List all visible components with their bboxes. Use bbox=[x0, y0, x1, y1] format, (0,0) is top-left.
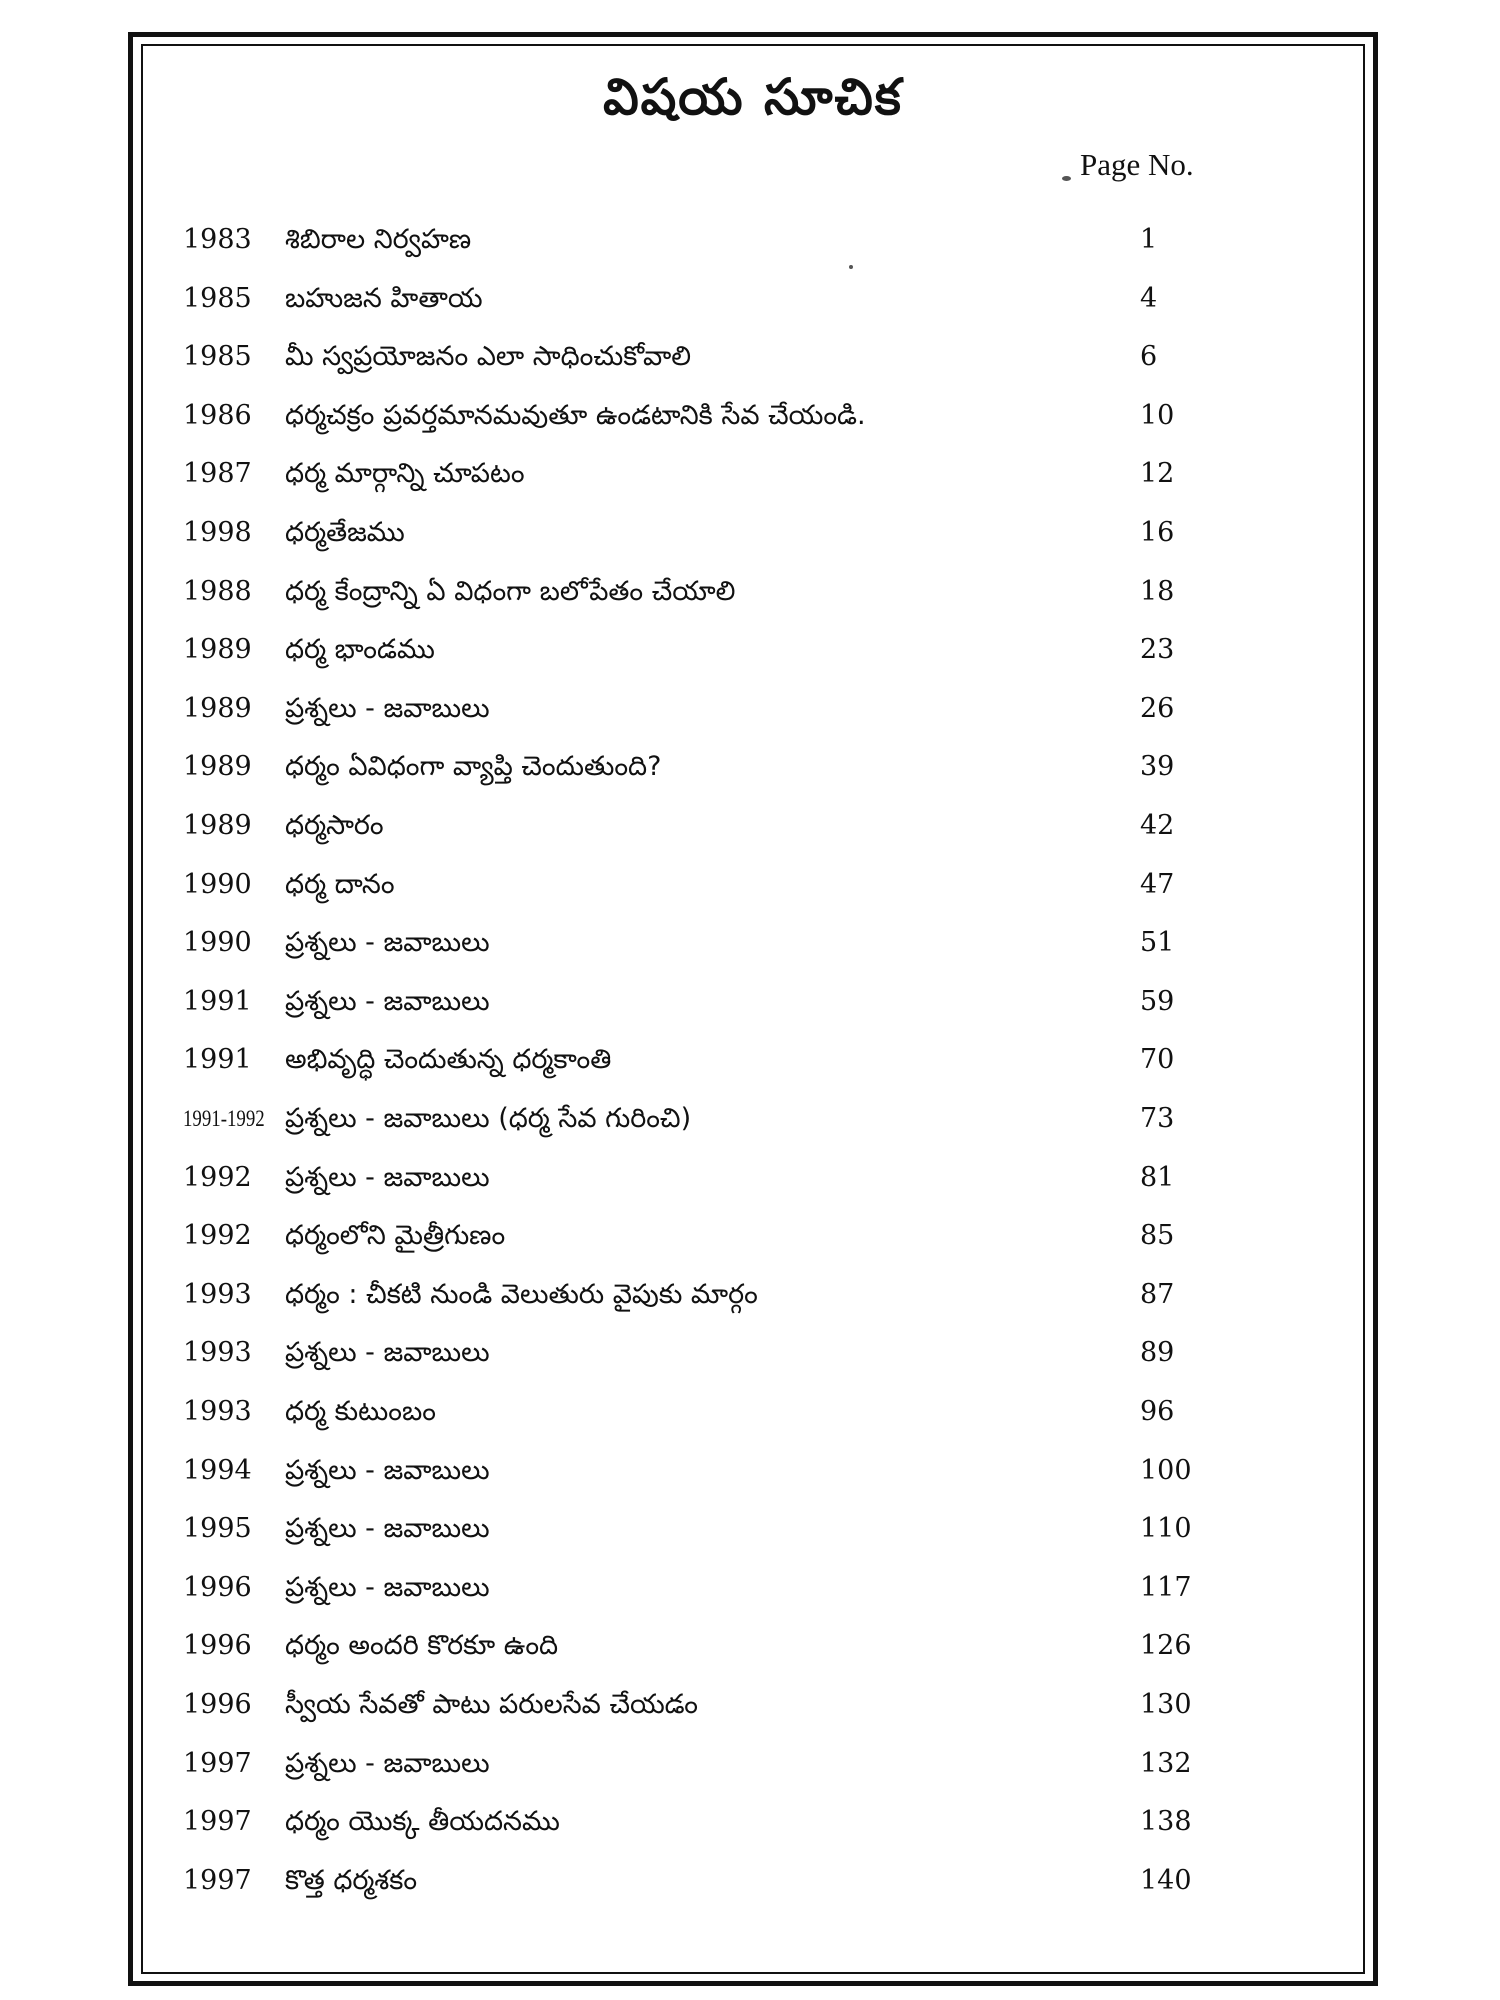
toc-entry-title: ధర్మతేజము bbox=[285, 517, 405, 548]
toc-entry-title: ప్రశ్నలు - జవాబులు bbox=[285, 1513, 490, 1545]
toc-entry bbox=[0, 1036, 1500, 1084]
toc-entry bbox=[0, 1212, 1500, 1260]
toc-entry bbox=[0, 802, 1500, 850]
toc-entry bbox=[0, 1095, 1500, 1143]
toc-entry-year: 1992 bbox=[183, 1161, 252, 1193]
toc-entry-page: 1 bbox=[1140, 224, 1158, 255]
toc-entry bbox=[0, 743, 1500, 791]
toc-entry-page: 12 bbox=[1140, 458, 1175, 490]
toc-entry bbox=[0, 450, 1500, 498]
toc-entry-title: ధర్మసారం bbox=[285, 810, 384, 841]
toc-entry-page: 130 bbox=[1140, 1689, 1192, 1720]
toc-entry bbox=[0, 509, 1500, 557]
toc-entry bbox=[0, 1388, 1500, 1436]
toc-entry bbox=[0, 1154, 1500, 1202]
toc-entry bbox=[0, 275, 1500, 323]
toc-entry-title: ధర్మ కేంద్రాన్ని ఏ విధంగా బలోపేతం చేయాలి bbox=[285, 575, 736, 607]
toc-entry-year: 1989 bbox=[183, 634, 252, 666]
toc-entry-page: 10 bbox=[1140, 399, 1175, 431]
toc-entry-page: 140 bbox=[1140, 1864, 1192, 1896]
toc-entry-year: 1983 bbox=[183, 224, 252, 255]
toc-entry-title: ధర్మం ఏవిధంగా వ్యాప్తి చెందుతుంది? bbox=[285, 751, 662, 783]
toc-entry bbox=[0, 685, 1500, 733]
toc-entry-title: ప్రశ్నలు - జవాబులు bbox=[285, 1161, 490, 1193]
toc-entry-year: 1985 bbox=[183, 341, 252, 373]
toc-entry-year: 1990 bbox=[183, 868, 252, 900]
toc-entry-title: ప్రశ్నలు - జవాబులు bbox=[285, 1337, 490, 1369]
toc-entry-year: 1996 bbox=[183, 1689, 252, 1720]
toc-entry-title: ప్రశ్నలు - జవాబులు (ధర్మ సేవ గురించి) bbox=[285, 1103, 692, 1134]
toc-entry-year: 1993 bbox=[183, 1337, 252, 1369]
toc-entry bbox=[0, 392, 1500, 440]
toc-entry bbox=[0, 1798, 1500, 1846]
toc-entry bbox=[0, 1681, 1500, 1729]
toc-entry-page: 138 bbox=[1140, 1806, 1192, 1838]
toc-entry-page: 6 bbox=[1140, 341, 1158, 373]
toc-entry bbox=[0, 333, 1500, 381]
toc-entry-page: 26 bbox=[1140, 692, 1175, 724]
toc-entry bbox=[0, 1271, 1500, 1319]
toc-entry-title: అభివృద్ధి చెందుతున్న ధర్మకాంతి bbox=[285, 1044, 612, 1076]
toc-entry-year: 1989 bbox=[183, 810, 252, 841]
toc-entry-page: 47 bbox=[1140, 868, 1175, 900]
toc-entry-page: 89 bbox=[1140, 1337, 1175, 1369]
toc-entry bbox=[0, 626, 1500, 674]
toc-entry-year: 1986 bbox=[183, 399, 252, 431]
toc-entry-year: 1989 bbox=[183, 692, 252, 724]
toc-entry-title: ధర్మం : చీకటి నుండి వెలుతురు వైపుకు మార్గం bbox=[285, 1278, 758, 1310]
toc-entry-year: 1990 bbox=[183, 927, 252, 959]
toc-entry-year: 1991-1992 bbox=[183, 1106, 265, 1131]
toc-entry-title: ధర్మ భాండము bbox=[285, 634, 435, 666]
toc-entry bbox=[0, 1564, 1500, 1612]
toc-entry-page: 87 bbox=[1140, 1278, 1175, 1310]
toc-entry-page: 73 bbox=[1140, 1103, 1175, 1134]
toc-entry-page: 110 bbox=[1140, 1513, 1192, 1545]
toc-entry-year: 1989 bbox=[183, 751, 252, 783]
toc-entry-year: 1995 bbox=[183, 1513, 252, 1545]
toc-entry bbox=[0, 1447, 1500, 1495]
toc-entry-page: 18 bbox=[1140, 575, 1175, 607]
toc-entry-title: ధర్మం అందరి కొరకూ ఉంది bbox=[285, 1630, 559, 1662]
toc-entry-title: ప్రశ్నలు - జవాబులు bbox=[285, 692, 490, 724]
toc-entry-year: 1997 bbox=[183, 1747, 252, 1779]
toc-entry-page: 126 bbox=[1140, 1630, 1192, 1662]
toc-entry-title: బహుజన హితాయ bbox=[285, 282, 483, 314]
page-number-header: Page No. bbox=[1080, 147, 1194, 182]
toc-entry bbox=[0, 978, 1500, 1026]
toc-entry-title: ధర్మ దానం bbox=[285, 868, 395, 900]
toc-entry-title: ధర్మ మార్గాన్ని చూపటం bbox=[285, 458, 525, 490]
toc-entry-title: ధర్మం యొక్క తీయదనము bbox=[285, 1806, 560, 1838]
toc-entry bbox=[0, 216, 1500, 264]
toc-entry-title: ప్రశ్నలు - జవాబులు bbox=[285, 1571, 490, 1603]
toc-entry-year: 1993 bbox=[183, 1278, 252, 1310]
toc-entry-title: ధర్మ కుటుంబం bbox=[285, 1396, 436, 1427]
toc-entry-page: 96 bbox=[1140, 1396, 1175, 1427]
toc-entry-year: 1987 bbox=[183, 458, 252, 490]
toc-entry-page: 117 bbox=[1140, 1571, 1192, 1603]
toc-entry-page: 59 bbox=[1140, 985, 1175, 1017]
toc-entry-year: 1991 bbox=[183, 1044, 252, 1076]
toc-entry-page: 51 bbox=[1140, 927, 1175, 959]
toc-entry-title: స్వీయ సేవతో పాటు పరులసేవ చేయడం bbox=[285, 1689, 698, 1720]
toc-entry-page: 100 bbox=[1140, 1454, 1192, 1486]
toc-entry-year: 1998 bbox=[183, 517, 252, 548]
toc-entry-page: 70 bbox=[1140, 1044, 1175, 1076]
toc-entry-page: 42 bbox=[1140, 810, 1175, 841]
toc-entry-title: ప్రశ్నలు - జవాబులు bbox=[285, 1747, 490, 1779]
toc-entry-year: 1997 bbox=[183, 1864, 252, 1896]
toc-entry-title: శిబిరాల నిర్వహణ bbox=[285, 224, 472, 255]
toc-entry-page: 16 bbox=[1140, 517, 1175, 548]
toc-entry-title: మీ స్వప్రయోజనం ఎలా సాధించుకోవాలి bbox=[285, 341, 692, 373]
toc-entry-title: ప్రశ్నలు - జవాబులు bbox=[285, 927, 490, 959]
toc-entry-page: 39 bbox=[1140, 751, 1175, 783]
toc-entry bbox=[0, 1505, 1500, 1553]
toc-entry-year: 1994 bbox=[183, 1454, 252, 1486]
toc-entry-title: కొత్త ధర్మశకం bbox=[285, 1864, 418, 1896]
toc-entry-year: 1985 bbox=[183, 282, 252, 314]
toc-entry-year: 1993 bbox=[183, 1396, 252, 1427]
toc-entry bbox=[0, 861, 1500, 909]
toc-entry-page: 81 bbox=[1140, 1161, 1175, 1193]
toc-entry-title: ధర్మంలోని మైత్రీగుణం bbox=[285, 1220, 506, 1252]
toc-entry bbox=[0, 1329, 1500, 1377]
toc-entry-page: 85 bbox=[1140, 1220, 1175, 1252]
toc-entry-year: 1988 bbox=[183, 575, 252, 607]
toc-entry-year: 1997 bbox=[183, 1806, 252, 1838]
toc-entry-title: ప్రశ్నలు - జవాబులు bbox=[285, 1454, 490, 1486]
toc-entry bbox=[0, 568, 1500, 616]
toc-entry-page: 4 bbox=[1140, 282, 1158, 314]
toc-entry bbox=[0, 919, 1500, 967]
toc-entry-year: 1991 bbox=[183, 985, 252, 1017]
toc-entry-page: 23 bbox=[1140, 634, 1175, 666]
toc-entry-title: ధర్మచక్రం ప్రవర్తమానమవుతూ ఉండటానికి సేవ చేయండి. bbox=[285, 399, 866, 431]
toc-entry-year: 1996 bbox=[183, 1630, 252, 1662]
toc-entry-title: ప్రశ్నలు - జవాబులు bbox=[285, 985, 490, 1017]
toc-entry bbox=[0, 1857, 1500, 1905]
toc-entry bbox=[0, 1622, 1500, 1670]
toc-entry bbox=[0, 1740, 1500, 1788]
toc-entry-page: 132 bbox=[1140, 1747, 1192, 1779]
toc-entry-year: 1992 bbox=[183, 1220, 252, 1252]
toc-entry-year: 1996 bbox=[183, 1571, 252, 1603]
page-title: విషయ సూచిక bbox=[603, 68, 903, 126]
